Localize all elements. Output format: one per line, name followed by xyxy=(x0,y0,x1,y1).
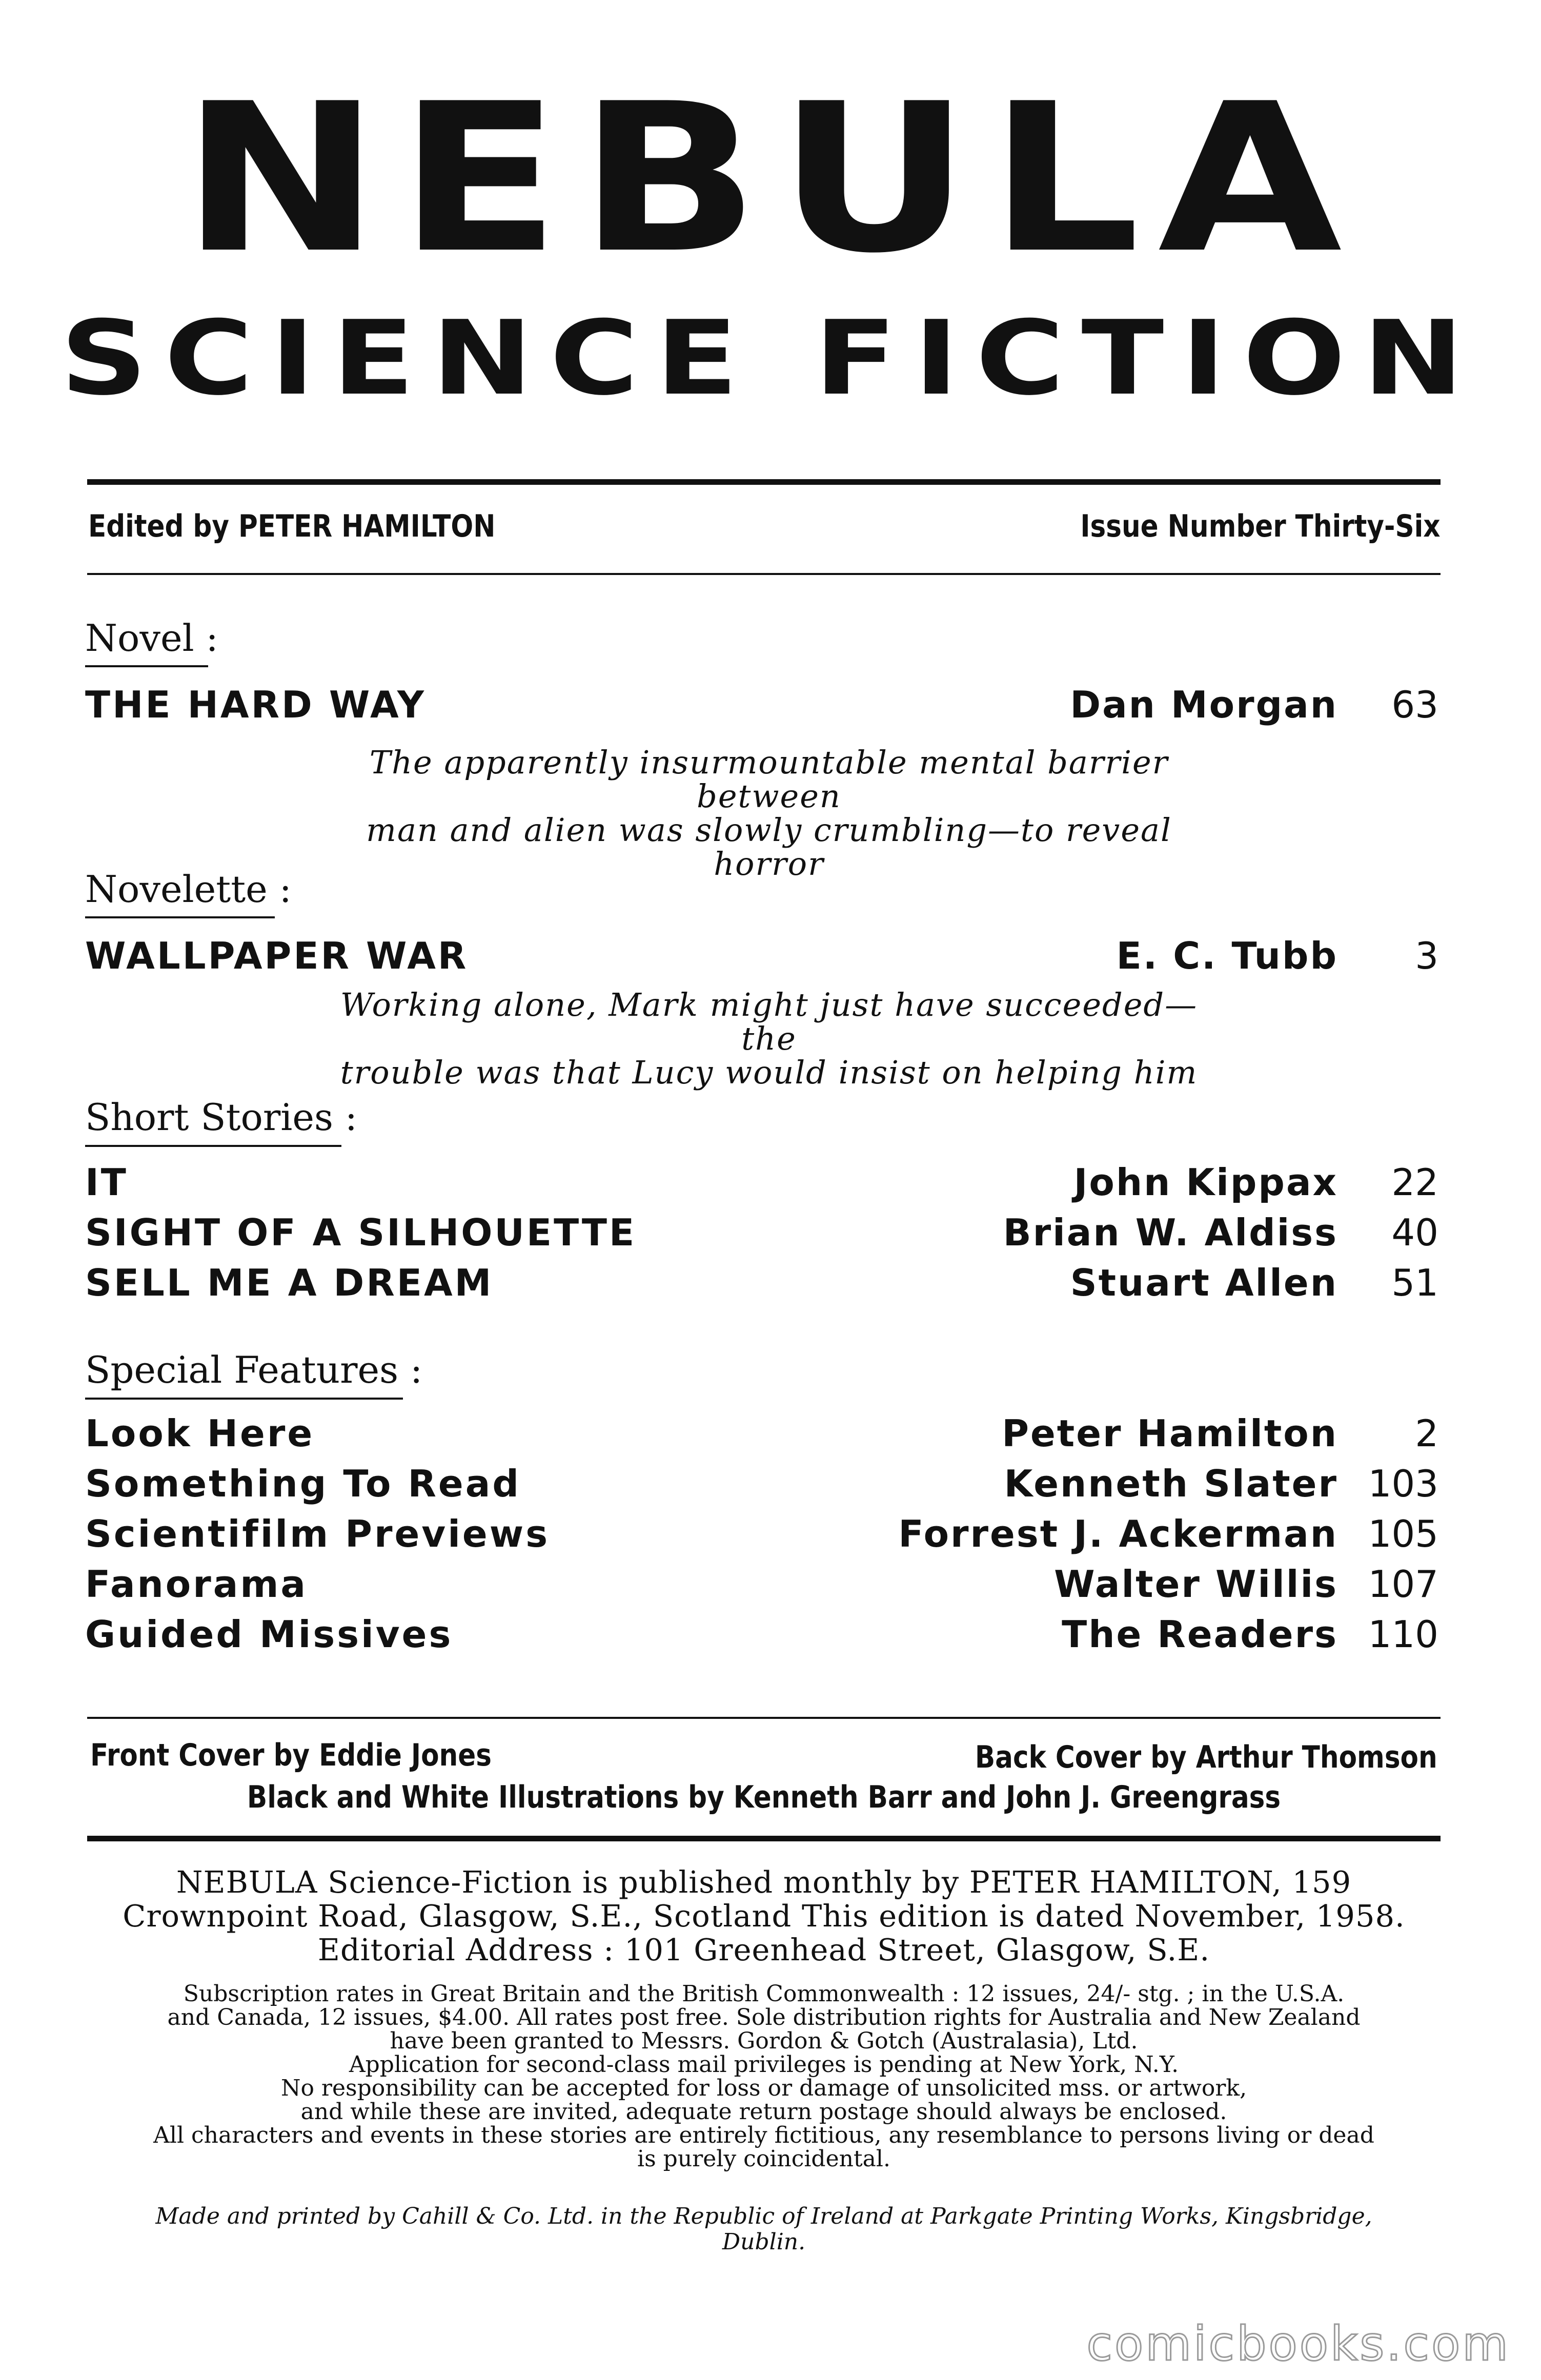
feature-title: Look Here xyxy=(85,1412,315,1455)
notice-line: Dublin. xyxy=(722,2229,806,2255)
notice-line: and Canada, 12 issues, $4.00. All rates post free. Sole distribution rights for Australia and New Zealand xyxy=(167,2004,1361,2030)
credits-top-rule xyxy=(87,1717,1441,1719)
illustrations-credit: Black and White Illustrations by Kenneth Barr and John J. Greengrass xyxy=(247,1779,1281,1815)
issue-number: Issue Number Thirty-Six xyxy=(1080,508,1441,544)
story-blurb xyxy=(333,746,1205,881)
toc-entry xyxy=(85,1561,1438,1607)
notice-line: All characters and events in these stories are entirely fictitious, any resemblance to persons living or dead xyxy=(153,2122,1374,2148)
toc-entry-novelette xyxy=(85,933,1438,979)
page-number: 22 xyxy=(1391,1161,1438,1204)
feature-author: Forrest J. Ackerman xyxy=(898,1512,1338,1555)
toc-entry xyxy=(85,1260,1438,1306)
publication-notice xyxy=(87,1865,1441,1967)
story-author: Stuart Allen xyxy=(1070,1261,1338,1304)
feature-author: Walter Willis xyxy=(1054,1563,1338,1606)
section-label-special-features: Special Features : xyxy=(85,1348,423,1391)
blurb-line: Working alone, Mark might just have succeeded—the xyxy=(340,986,1198,1057)
subscription-notice xyxy=(87,1982,1441,2171)
header-bottom-rule xyxy=(87,573,1441,575)
notice-line: No responsibility can be accepted for loss or damage of unsolicited mss. or artwork, xyxy=(280,2075,1247,2101)
story-author: John Kippax xyxy=(1073,1161,1338,1204)
notice-line: is purely coincidental. xyxy=(637,2146,890,2172)
notice-line: have been granted to Messrs. Gordon & Gotch (Australasia), Ltd. xyxy=(390,2028,1138,2054)
toc-entry xyxy=(85,1209,1438,1256)
credits-bottom-rule xyxy=(87,1836,1441,1841)
page-number: 51 xyxy=(1391,1261,1438,1304)
feature-author: Kenneth Slater xyxy=(1004,1462,1338,1505)
notice-line: Application for second-class mail privileges is pending at New York, N.Y. xyxy=(349,2051,1179,2078)
page-number: 3 xyxy=(1415,934,1438,977)
notice-line: Subscription rates in Great Britain and the British Commonwealth : 12 issues, 24/- stg. ; in the U.S.A. xyxy=(183,1981,1345,2007)
feature-author: Peter Hamilton xyxy=(1002,1412,1338,1455)
story-author: E. C. Tubb xyxy=(1116,934,1338,977)
story-author: Brian W. Aldiss xyxy=(1003,1211,1338,1254)
notice-line: Made and printed by Cahill & Co. Ltd. in the Republic of Ireland at Parkgate Printing Works, Kingsbridge, xyxy=(155,2203,1372,2229)
page-number: 103 xyxy=(1368,1462,1438,1505)
toc-entry xyxy=(85,1159,1438,1205)
section-underline xyxy=(85,665,208,667)
feature-title: Fanorama xyxy=(85,1563,308,1606)
feature-author: The Readers xyxy=(1062,1613,1338,1656)
notice-line: NEBULA Science-Fiction is published monthly by PETER HAMILTON, 159 xyxy=(176,1864,1352,1900)
blurb-line: man and alien was slowly crumbling—to reveal horror xyxy=(366,811,1172,883)
section-underline xyxy=(85,1398,403,1400)
page-number: 105 xyxy=(1368,1512,1438,1555)
front-cover-credit: Front Cover by Eddie Jones xyxy=(90,1737,492,1773)
page-number: 2 xyxy=(1415,1412,1438,1455)
section-underline xyxy=(85,1145,341,1147)
blurb-line: The apparently insurmountable mental barrier between xyxy=(369,744,1169,815)
site-watermark: comicbooks.com xyxy=(1086,2316,1510,2371)
feature-title: Scientifilm Previews xyxy=(85,1512,550,1555)
toc-entry xyxy=(85,1511,1438,1557)
feature-title: Something To Read xyxy=(85,1462,521,1505)
back-cover-credit: Back Cover by Arthur Thomson xyxy=(975,1739,1437,1775)
header-top-rule xyxy=(87,479,1441,485)
toc-entry-novel xyxy=(85,682,1438,728)
page-number: 40 xyxy=(1391,1211,1438,1254)
toc-entry xyxy=(85,1410,1438,1456)
section-label-novelette: Novelette : xyxy=(85,868,292,911)
magazine-title: NEBULA xyxy=(181,60,1360,298)
notice-line: and while these are invited, adequate return postage should always be enclosed. xyxy=(300,2099,1227,2125)
section-label-short-stories: Short Stories : xyxy=(85,1096,358,1139)
page-number: 110 xyxy=(1368,1613,1438,1656)
printer-imprint xyxy=(87,2204,1441,2255)
story-title: THE HARD WAY xyxy=(85,683,427,726)
cover-credits xyxy=(87,1737,1441,1819)
story-blurb xyxy=(333,988,1205,1090)
story-title: SELL ME A DREAM xyxy=(85,1261,494,1304)
story-title: SIGHT OF A SILHOUETTE xyxy=(85,1211,637,1254)
page-number: 63 xyxy=(1391,683,1438,726)
toc-entry xyxy=(85,1461,1438,1507)
feature-title: Guided Missives xyxy=(85,1613,453,1656)
blurb-line: trouble was that Lucy would insist on helping him xyxy=(340,1054,1198,1091)
notice-line: Crownpoint Road, Glasgow, S.E., Scotland This edition is dated November, 1958. xyxy=(123,1898,1405,1934)
editor-credit: Edited by PETER HAMILTON xyxy=(88,508,496,544)
story-title: IT xyxy=(85,1161,128,1204)
page-number: 107 xyxy=(1368,1563,1438,1606)
section-label-novel: Novel : xyxy=(85,617,218,660)
story-title: WALLPAPER WAR xyxy=(85,934,469,977)
notice-line: Editorial Address : 101 Greenhead Street, Glasgow, S.E. xyxy=(317,1932,1210,1967)
toc-entry xyxy=(85,1611,1438,1657)
section-underline xyxy=(85,916,275,918)
story-author: Dan Morgan xyxy=(1070,683,1338,726)
magazine-subtitle: SCIENCE FICTION xyxy=(60,299,1481,418)
